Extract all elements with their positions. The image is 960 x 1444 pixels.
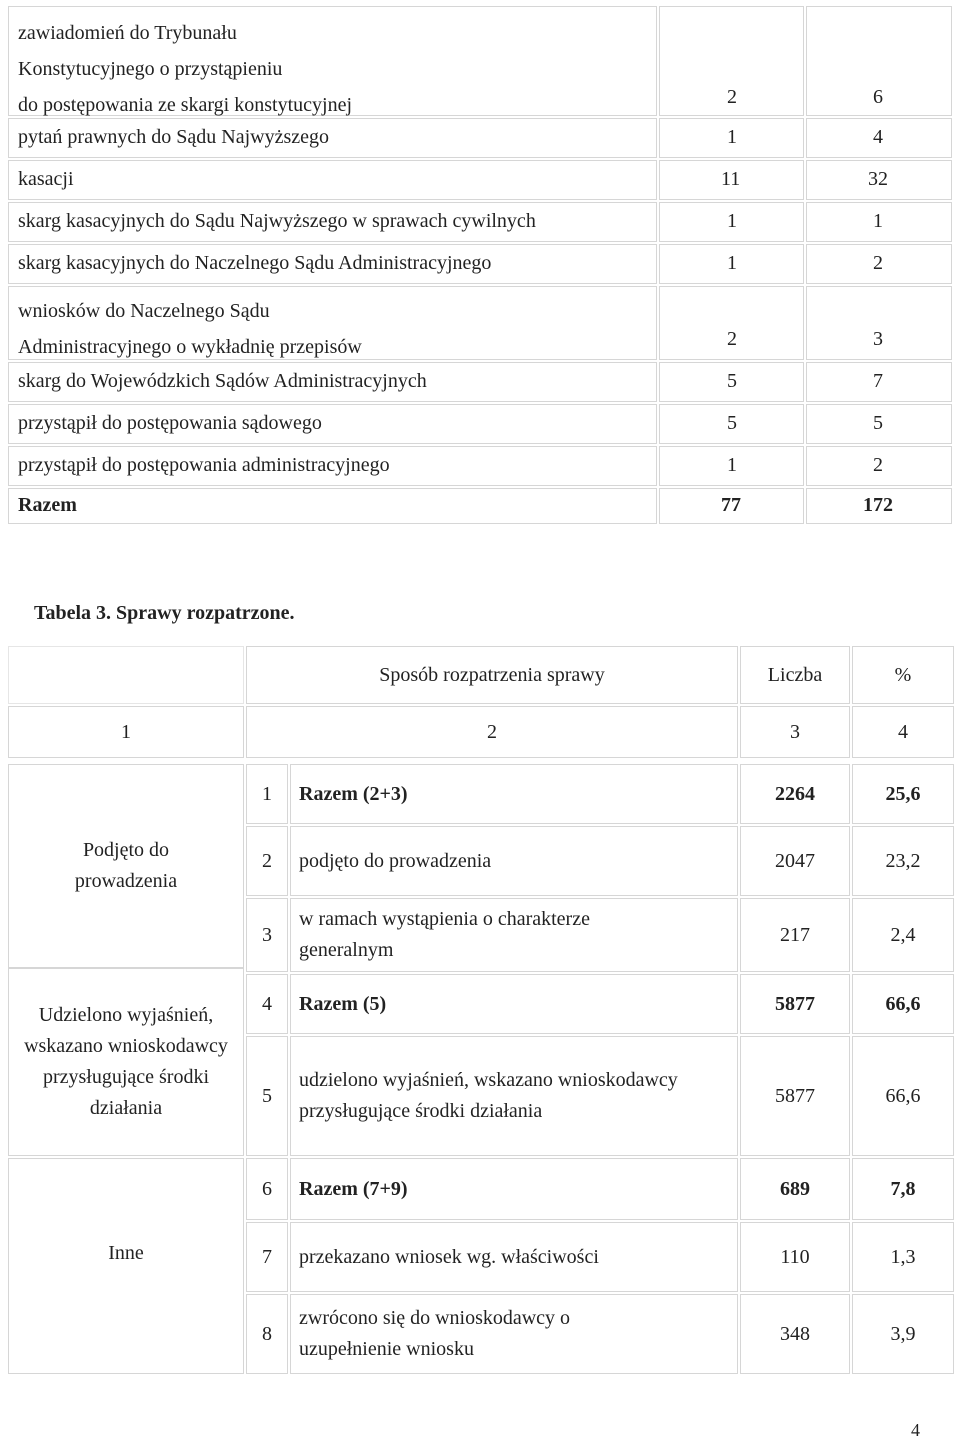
row-count (740, 1294, 850, 1374)
row-description (290, 1036, 738, 1156)
row-count-label: 2047 (775, 850, 815, 872)
row-value-2: 7 (873, 370, 883, 392)
row-description-label: podjęto do prowadzenia (299, 850, 492, 872)
table-cell (659, 244, 804, 284)
row-number-label: 4 (262, 993, 272, 1015)
row-percent (852, 764, 954, 824)
row-percent (852, 898, 954, 972)
total-row-label (8, 488, 657, 524)
row-number (246, 1222, 288, 1292)
row-description-label: Razem (2+3) (299, 783, 408, 805)
table-cell (806, 404, 952, 444)
row-number (246, 826, 288, 896)
table-cell (659, 6, 804, 116)
row-number (246, 764, 288, 824)
row-percent (852, 1158, 954, 1220)
group-label: Podjęto do prowadzenia (74, 839, 178, 892)
row-number-label: 7 (262, 1246, 272, 1268)
row-value-1: 1 (727, 252, 737, 274)
row-count (740, 764, 850, 824)
column-number-label: 1 (121, 721, 131, 743)
row-count (740, 1158, 850, 1220)
row-percent (852, 1294, 954, 1374)
column-number-label: 2 (487, 721, 497, 743)
row-description-label: Razem (5) (299, 993, 387, 1015)
row-value-2: 1 (873, 210, 883, 232)
header-percent-label: % (894, 664, 912, 686)
group-explained (8, 968, 244, 1156)
row-count (740, 1222, 850, 1292)
row-number-label: 8 (262, 1323, 272, 1345)
table-cell (659, 404, 804, 444)
row-description-label: Razem (7+9) (299, 1178, 408, 1200)
row-description-label: zwrócono się do wnioskodawcy o uzupełnienie wniosku (299, 1307, 571, 1360)
row-value-1: 1 (727, 126, 737, 148)
row-number (246, 974, 288, 1034)
group-label: Udzielono wyjaśnień, wskazano wnioskodawcy przysługujące środki działania (24, 1004, 228, 1119)
table-cell (659, 202, 804, 242)
row-value-1: 2 (727, 86, 737, 108)
table-caption: Tabela 3. Sprawy rozpatrzone. (34, 602, 295, 624)
row-description-label: udzielono wyjaśnień, wskazano wnioskodawcy przysługujące środki działania (299, 1069, 678, 1122)
table-row-label (8, 6, 657, 116)
column-number (740, 706, 850, 758)
column-number (8, 706, 244, 758)
table-cell (806, 244, 952, 284)
header-empty-cell (8, 646, 244, 704)
row-percent-label: 23,2 (885, 850, 921, 872)
row-count-label: 2264 (775, 783, 815, 805)
table-cell (659, 160, 804, 200)
row-label-line: wniosków do Naczelnego Sądu (18, 300, 270, 322)
row-description-label: przekazano wniosek wg. właściwości (299, 1246, 599, 1268)
row-value-1: 11 (721, 168, 741, 190)
row-count (740, 974, 850, 1034)
row-percent (852, 826, 954, 896)
header-count-label: Liczba (767, 664, 823, 686)
row-label-line: zawiadomień do Trybunału (18, 22, 237, 44)
row-value-1: 1 (727, 210, 737, 232)
row-count (740, 898, 850, 972)
row-number-label: 5 (262, 1085, 272, 1107)
group-started (8, 764, 244, 968)
total-value-2: 172 (863, 494, 893, 516)
row-count-label: 5877 (775, 993, 815, 1015)
column-number-label: 3 (790, 721, 800, 743)
row-label: kasacji (18, 168, 74, 190)
header-method-label: Sposób rozpatrzenia sprawy (379, 664, 605, 686)
row-value-2: 5 (873, 412, 883, 434)
row-percent-label: 1,3 (890, 1246, 916, 1268)
row-description-label: w ramach wystąpienia o charakterze generalnym (299, 908, 590, 961)
table-cell (806, 488, 952, 524)
header-method (246, 646, 738, 704)
group-label: Inne (108, 1242, 144, 1264)
table-row-label (8, 362, 657, 402)
row-percent-label: 66,6 (885, 993, 921, 1015)
row-percent-label: 25,6 (885, 783, 921, 805)
row-number (246, 1158, 288, 1220)
row-label: skarg kasacyjnych do Naczelnego Sądu Administracyjnego (18, 252, 492, 274)
row-number (246, 1036, 288, 1156)
row-count (740, 1036, 850, 1156)
row-description (290, 898, 738, 972)
table-cell (806, 160, 952, 200)
table-cell (659, 118, 804, 158)
row-label: przystąpił do postępowania sądowego (18, 412, 322, 434)
row-value-2: 32 (868, 168, 888, 190)
row-value-2: 2 (873, 454, 883, 476)
column-number (246, 706, 738, 758)
group-other (8, 1158, 244, 1374)
row-percent (852, 1036, 954, 1156)
table-cell (806, 118, 952, 158)
table-row-label (8, 244, 657, 284)
table-cell (806, 446, 952, 486)
table-cell (659, 286, 804, 360)
row-description (290, 1294, 738, 1374)
row-description (290, 1158, 738, 1220)
row-description (290, 974, 738, 1034)
header-percent (852, 646, 954, 704)
table-row-label (8, 404, 657, 444)
row-value-2: 3 (873, 328, 883, 350)
row-number-label: 6 (262, 1178, 272, 1200)
row-count-label: 110 (780, 1246, 810, 1268)
row-number-label: 2 (262, 850, 272, 872)
row-percent (852, 974, 954, 1034)
row-number (246, 1294, 288, 1374)
row-percent-label: 7,8 (890, 1178, 916, 1200)
table-cell (806, 202, 952, 242)
row-percent-label: 2,4 (890, 924, 916, 946)
row-label-line: do postępowania ze skargi konstytucyjnej (18, 94, 353, 116)
row-count-label: 689 (780, 1178, 810, 1200)
row-percent-label: 3,9 (890, 1323, 916, 1345)
table-cell (659, 362, 804, 402)
row-label-line: Administracyjnego o wykładnię przepisów (18, 336, 362, 358)
row-label-line: Konstytucyjnego o przystąpieniu (18, 58, 283, 80)
row-value-1: 1 (727, 454, 737, 476)
row-value-2: 2 (873, 252, 883, 274)
row-value-1: 5 (727, 412, 737, 434)
row-label: przystąpił do postępowania administracyjnego (18, 454, 390, 476)
row-label: skarg do Wojewódzkich Sądów Administracyjnych (18, 370, 427, 392)
table-row-label (8, 202, 657, 242)
row-count-label: 217 (780, 924, 810, 946)
row-count (740, 826, 850, 896)
row-count-label: 348 (780, 1323, 810, 1345)
table-row-label (8, 286, 657, 360)
row-number-label: 3 (262, 924, 272, 946)
row-percent-label: 66,6 (885, 1085, 921, 1107)
table-cell (659, 446, 804, 486)
total-value-1: 77 (721, 494, 741, 516)
column-number (852, 706, 954, 758)
row-count-label: 5877 (775, 1085, 815, 1107)
row-percent (852, 1222, 954, 1292)
header-count (740, 646, 850, 704)
row-number (246, 898, 288, 972)
row-label: skarg kasacyjnych do Sądu Najwyższego w sprawach cywilnych (18, 210, 536, 232)
row-description (290, 826, 738, 896)
page-number: 4 (911, 1420, 920, 1440)
row-number-label: 1 (262, 783, 272, 805)
table-cell (806, 6, 952, 116)
column-number-label: 4 (898, 721, 908, 743)
table-row-label (8, 160, 657, 200)
row-value-1: 2 (727, 328, 737, 350)
table-row-label (8, 118, 657, 158)
total-label: Razem (18, 494, 77, 516)
row-description (290, 764, 738, 824)
row-value-2: 6 (873, 86, 883, 108)
table-row-label (8, 446, 657, 486)
table-cell (659, 488, 804, 524)
table-cell (806, 362, 952, 402)
row-value-2: 4 (873, 126, 883, 148)
row-description (290, 1222, 738, 1292)
table-cell (806, 286, 952, 360)
row-value-1: 5 (727, 370, 737, 392)
row-label: pytań prawnych do Sądu Najwyższego (18, 126, 330, 148)
